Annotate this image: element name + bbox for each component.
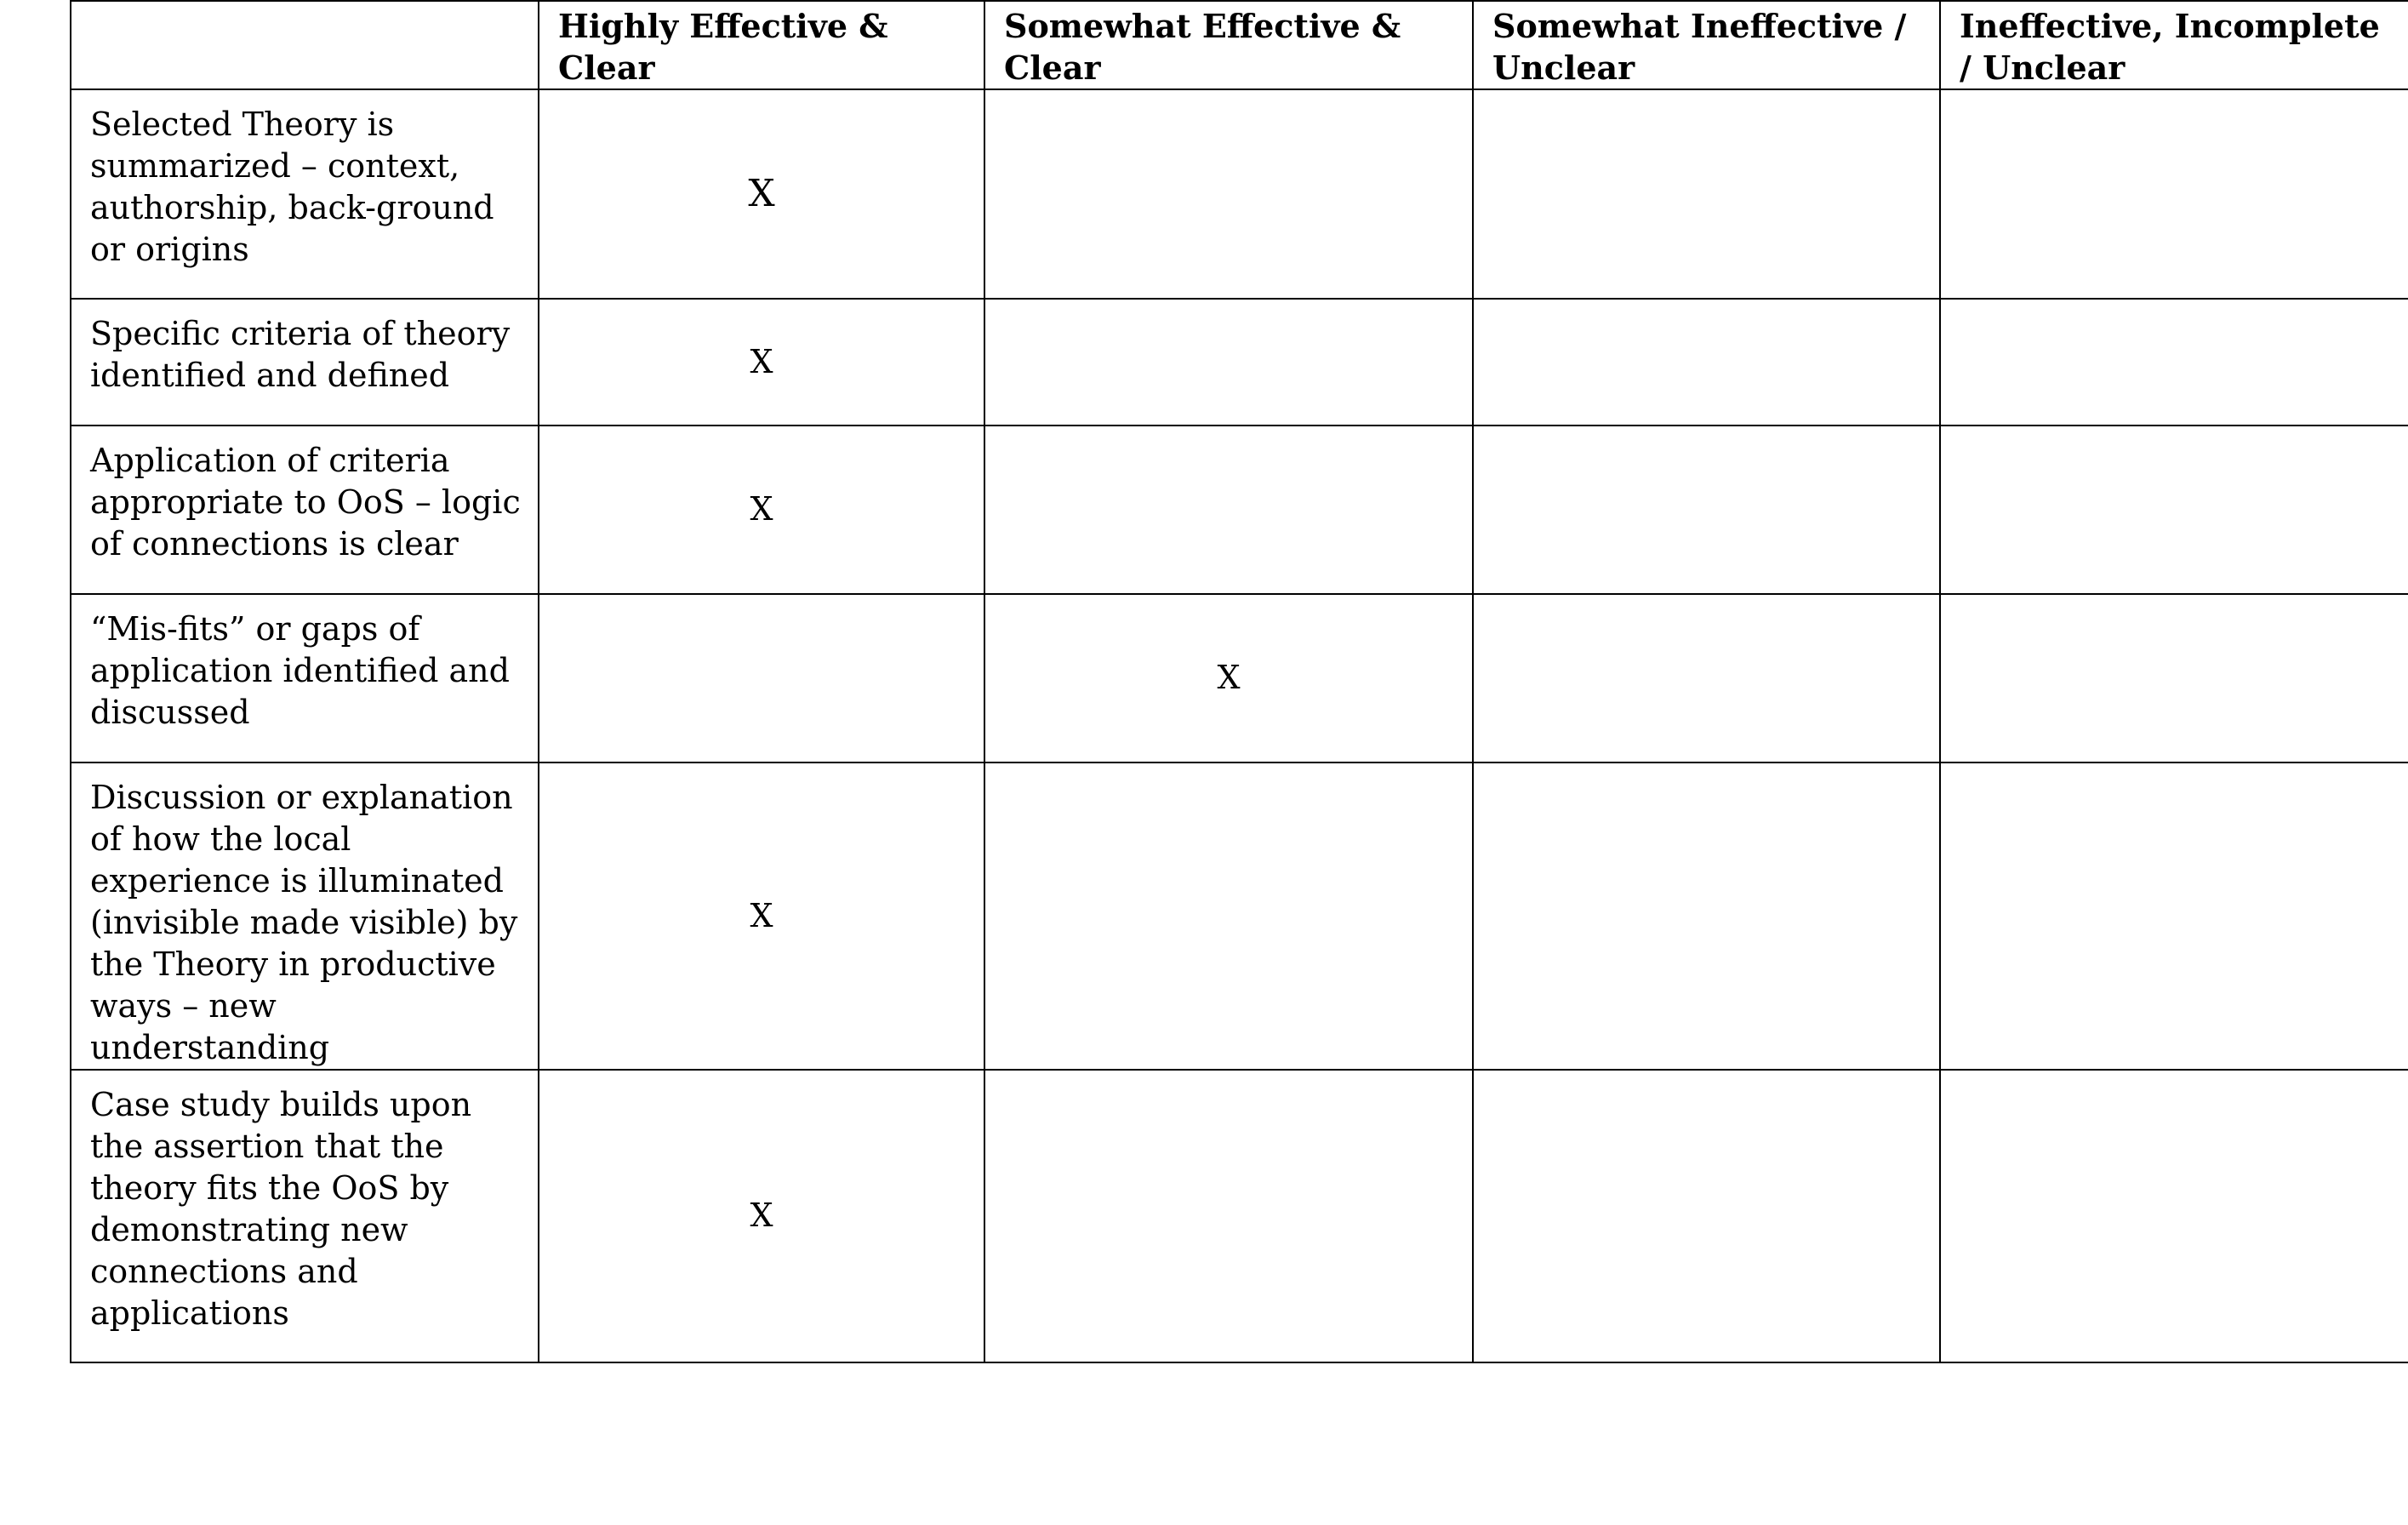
check-mark: X	[750, 896, 773, 934]
check-mark: X	[748, 171, 775, 215]
table-row	[71, 299, 2408, 426]
rating-cell-ineffective	[1940, 89, 2408, 299]
rating-cell-somewhat-effective	[984, 299, 1473, 426]
rating-cell-highly-effective	[539, 426, 984, 594]
table-row	[71, 594, 2408, 762]
table-row	[71, 426, 2408, 594]
header-row	[71, 1, 2408, 89]
rating-cell-somewhat-effective	[984, 426, 1473, 594]
criterion-cell: “Mis-fits” or gaps of application identified and discussed	[71, 594, 539, 762]
criterion-cell: Application of criteria appropriate to OoS – logic of connections is clear	[71, 426, 539, 594]
criterion-cell: Case study builds upon the assertion that the theory fits the OoS by demonstrating new connections and applications	[71, 1070, 539, 1362]
table-row	[71, 1070, 2408, 1362]
rating-cell-somewhat-ineffective	[1473, 426, 1940, 594]
rubric-table	[70, 0, 2408, 1363]
rating-cell-ineffective	[1940, 594, 2408, 762]
check-mark: X	[750, 342, 773, 380]
rating-cell-somewhat-ineffective	[1473, 1070, 1940, 1362]
rating-cell-somewhat-ineffective	[1473, 299, 1940, 426]
rating-cell-highly-effective	[539, 762, 984, 1070]
rating-cell-ineffective	[1940, 426, 2408, 594]
rating-cell-ineffective	[1940, 762, 2408, 1070]
rating-cell-somewhat-ineffective	[1473, 89, 1940, 299]
rating-cell-highly-effective	[539, 89, 984, 299]
rating-cell-somewhat-effective	[984, 762, 1473, 1070]
rating-cell-somewhat-effective	[984, 594, 1473, 762]
column-header-highly-effective: Highly Effective & Clear	[539, 1, 984, 89]
criterion-cell: Discussion or explanation of how the local experience is illuminated (invisible made visible) by the Theory in productive ways – new understanding	[71, 762, 539, 1070]
check-mark: X	[750, 490, 773, 528]
rating-cell-somewhat-effective	[984, 1070, 1473, 1362]
column-header-ineffective: Ineffective, Incomplete / Unclear	[1940, 1, 2408, 89]
column-header-somewhat-effective: Somewhat Effective & Clear	[984, 1, 1473, 89]
criterion-cell: Selected Theory is summarized – context, authorship, back-ground or origins	[71, 89, 539, 299]
rating-cell-highly-effective	[539, 594, 984, 762]
criterion-cell: Specific criteria of theory identified and defined	[71, 299, 539, 426]
rating-cell-somewhat-ineffective	[1473, 762, 1940, 1070]
rating-cell-somewhat-effective	[984, 89, 1473, 299]
check-mark: X	[750, 1197, 773, 1234]
rating-cell-ineffective	[1940, 299, 2408, 426]
header-corner-cell	[71, 1, 539, 89]
table-row	[71, 89, 2408, 299]
rating-cell-highly-effective	[539, 299, 984, 426]
check-mark: X	[1217, 659, 1241, 696]
table-row	[71, 762, 2408, 1070]
rating-cell-highly-effective	[539, 1070, 984, 1362]
rating-cell-somewhat-ineffective	[1473, 594, 1940, 762]
rating-cell-ineffective	[1940, 1070, 2408, 1362]
column-header-somewhat-ineffective: Somewhat Ineffective / Unclear	[1473, 1, 1940, 89]
